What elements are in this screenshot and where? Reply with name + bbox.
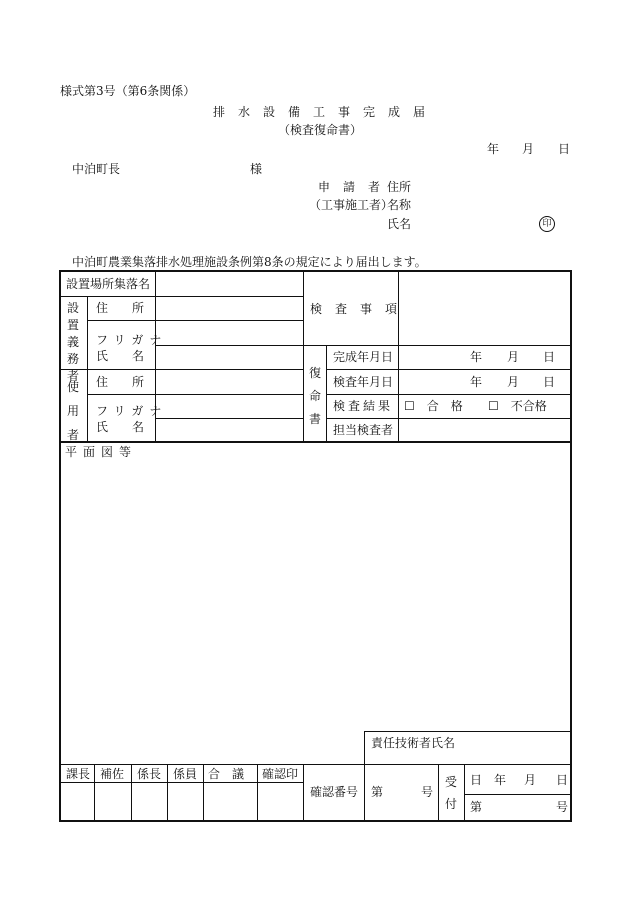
addressee: 中泊町長 [72,162,121,176]
completion-day: 日 [543,350,556,364]
applicant-name-label: 氏名 [387,217,412,231]
stamp-staff: 係員 [173,767,198,781]
table-border-top [59,270,572,272]
applicant-label: 申請者 [318,180,394,194]
reception-number-suffix: 号 [556,800,569,814]
line [61,369,303,370]
confirmation-number-label: 確認番号 [310,785,359,799]
inspection-day: 日 [543,375,556,389]
user-address-label: 住 所 [96,375,151,389]
inspection-date-label: 検査年月日 [333,375,394,389]
line [326,394,571,395]
completion-date-label: 完成年月日 [333,350,394,364]
floor-plan-label: 平面図等 [65,445,138,459]
stamp-section-head: 係長 [137,767,162,781]
honorific: 様 [250,162,263,176]
line [303,272,304,441]
reception-mark: 日 [470,773,483,787]
inspection-month: 月 [507,375,520,389]
reception-day: 日 [556,773,569,787]
user-label: 使用者 [66,380,79,442]
confirmation-number-prefix: 第 [371,785,384,799]
line [257,764,258,820]
report-label: 復命書 [308,366,321,426]
stamp-consultation: 合 議 [208,767,245,781]
line [94,764,95,820]
date-year-label: 年 [487,142,500,156]
inspection-year: 年 [470,375,483,389]
line [464,794,571,795]
location-label: 設置場所集落名 [66,277,151,291]
line [303,764,304,820]
completion-month: 月 [507,350,520,364]
line [61,782,303,783]
line [167,764,168,820]
line [326,418,571,419]
line [398,272,399,441]
form-title: 排水設備工事完成届 [213,105,439,119]
line [87,394,303,395]
stamp-chief: 課長 [66,767,91,781]
form-number: 様式第3号（第6条関係） [60,84,196,98]
reception-label: 受付 [444,775,457,811]
section-divider [59,441,572,443]
inspector-label: 担当検査者 [333,423,394,437]
obligor-furigana-label: フリガナ [96,333,168,347]
line [61,764,571,765]
obligor-label: 設置義務者 [66,301,79,383]
reception-year: 年 [494,773,507,787]
form-subtitle: （検査復命書） [278,123,363,137]
obligor-name-label: 氏 名 [96,349,151,363]
stamp-assistant: 補佐 [100,767,125,781]
completion-year: 年 [470,350,483,364]
table-border-right [570,270,572,822]
date-day-label: 日 [558,142,571,156]
line [203,764,204,820]
reception-number-prefix: 第 [470,800,483,814]
line [303,345,571,346]
table-border-left [59,270,61,822]
line [131,764,132,820]
user-furigana-label: フリガナ [96,404,168,418]
line [87,320,303,321]
pass-checkbox[interactable]: ☐ 合 格 [404,399,463,413]
line [464,764,465,820]
line [155,418,303,419]
line [364,731,571,732]
date-month-label: 月 [522,142,535,156]
applicant-company-label: 名称 [387,198,412,212]
chief-engineer-label: 責任技術者氏名 [371,736,456,750]
line [364,731,365,820]
contractor-label: （工事施工者） [309,198,394,212]
line [326,345,327,441]
line [61,296,303,297]
table-border-bottom [59,820,572,822]
statement-text: 中泊町農業集落排水処理施設条例第8条の規定により届出します。 [72,255,427,269]
seal-text: 印 [542,219,552,229]
user-name-label: 氏 名 [96,420,151,434]
inspection-result-label: 検査結果 [333,399,394,413]
inspection-items-label: 検査事項 [310,302,411,316]
fail-checkbox[interactable]: ☐ 不合格 [488,399,547,413]
line [155,345,303,346]
line [326,369,571,370]
applicant-address-label: 住所 [387,180,412,194]
stamp-confirmation: 確認印 [262,767,299,781]
reception-month: 月 [524,773,537,787]
line [438,764,439,820]
confirmation-number-suffix: 号 [421,785,434,799]
obligor-address-label: 住 所 [96,301,151,315]
seal-mark [539,216,555,232]
